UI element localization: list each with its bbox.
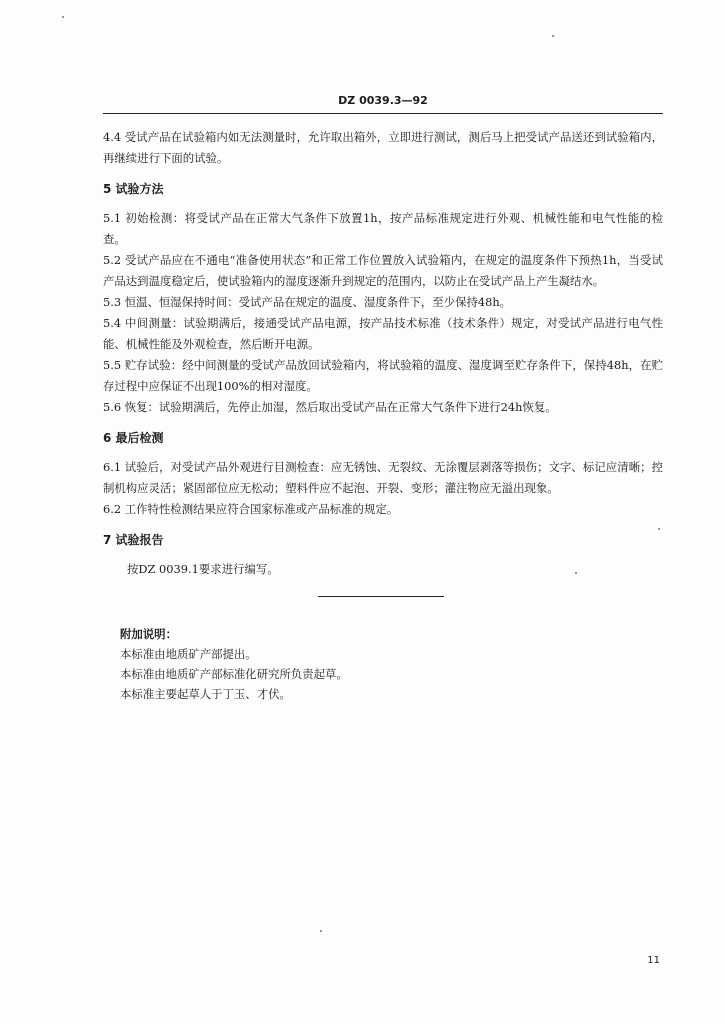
section-heading-5: 5 试验方法 — [103, 182, 164, 196]
scan-speck — [62, 16, 64, 18]
clause-5-5: 5.5 贮存试验：经中间测量的受试产品放回试验箱内，将试验箱的温度、湿度调至贮存条件下，保持48h，在贮存过程中应保证不出现100%的相对湿度。 — [103, 358, 663, 393]
clause-4-4: 4.4 受试产品在试验箱内如无法测量时，允许取出箱外，立即进行测试，测后马上把受试产品送还到试验箱内，再继续进行下面的试验。 — [103, 130, 663, 165]
notes-line-1: 本标准由地质矿产部提出。 — [120, 647, 257, 661]
additional-notes — [120, 624, 640, 704]
clause-6-1: 6.1 试验后，对受试产品外观进行目测检查：应无锈蚀、无裂纹、无涂覆层剥落等损伤；文字、标记应清晰；控制机构应灵活；紧固部位应无松动；塑料件应不起泡、开裂、变形；灌注物应无溢出现象。 — [103, 460, 663, 495]
header-rule — [103, 113, 663, 114]
section-heading-7: 7 试验报告 — [103, 533, 164, 547]
clause-5-1: 5.1 初始检测：将受试产品在正常大气条件下放置1h，按产品标准规定进行外观、机械性能和电气性能的检查。 — [103, 211, 663, 246]
running-header: DZ 0039.3—92 — [338, 94, 428, 107]
clause-5-3: 5.3 恒温、恒湿保持时间：受试产品在规定的温度、湿度条件下，至少保持48h。 — [103, 295, 512, 309]
notes-title: 附加说明： — [120, 627, 177, 641]
scan-speck — [658, 528, 660, 530]
end-rule — [318, 596, 444, 597]
clause-5-2: 5.2 受试产品应在不通电“准备使用状态”和正常工作位置放入试验箱内，在规定的温度条件下预热1h，当受试产品达到温度稳定后，使试验箱内的湿度逐渐升到规定的范围内，以防止在受试产品上产生凝结水。 — [103, 253, 663, 288]
document-body — [103, 127, 663, 580]
scan-speck — [320, 930, 322, 932]
clause-5-6: 5.6 恢复：试验期满后，先停止加湿，然后取出受试产品在正常大气条件下进行24h恢复。 — [103, 400, 557, 414]
clause-6-2: 6.2 工作特性检测结果应符合国家标准或产品标准的规定。 — [103, 502, 399, 516]
clause-5-4: 5.4 中间测量：试验期满后，接通受试产品电源，按产品技术标准（技术条件）规定，对受试产品进行电气性能、机械性能及外观检查，然后断开电源。 — [103, 316, 663, 351]
section-heading-6: 6 最后检测 — [103, 431, 164, 445]
notes-line-2: 本标准由地质矿产部标准化研究所负责起草。 — [120, 667, 348, 681]
page-number: 11 — [647, 955, 660, 966]
scan-speck — [552, 35, 554, 37]
clause-7-text: 按DZ 0039.1要求进行编写。 — [127, 562, 279, 576]
notes-line-3: 本标准主要起草人于丁玉、才伏。 — [120, 687, 291, 701]
scan-speck — [575, 572, 577, 574]
